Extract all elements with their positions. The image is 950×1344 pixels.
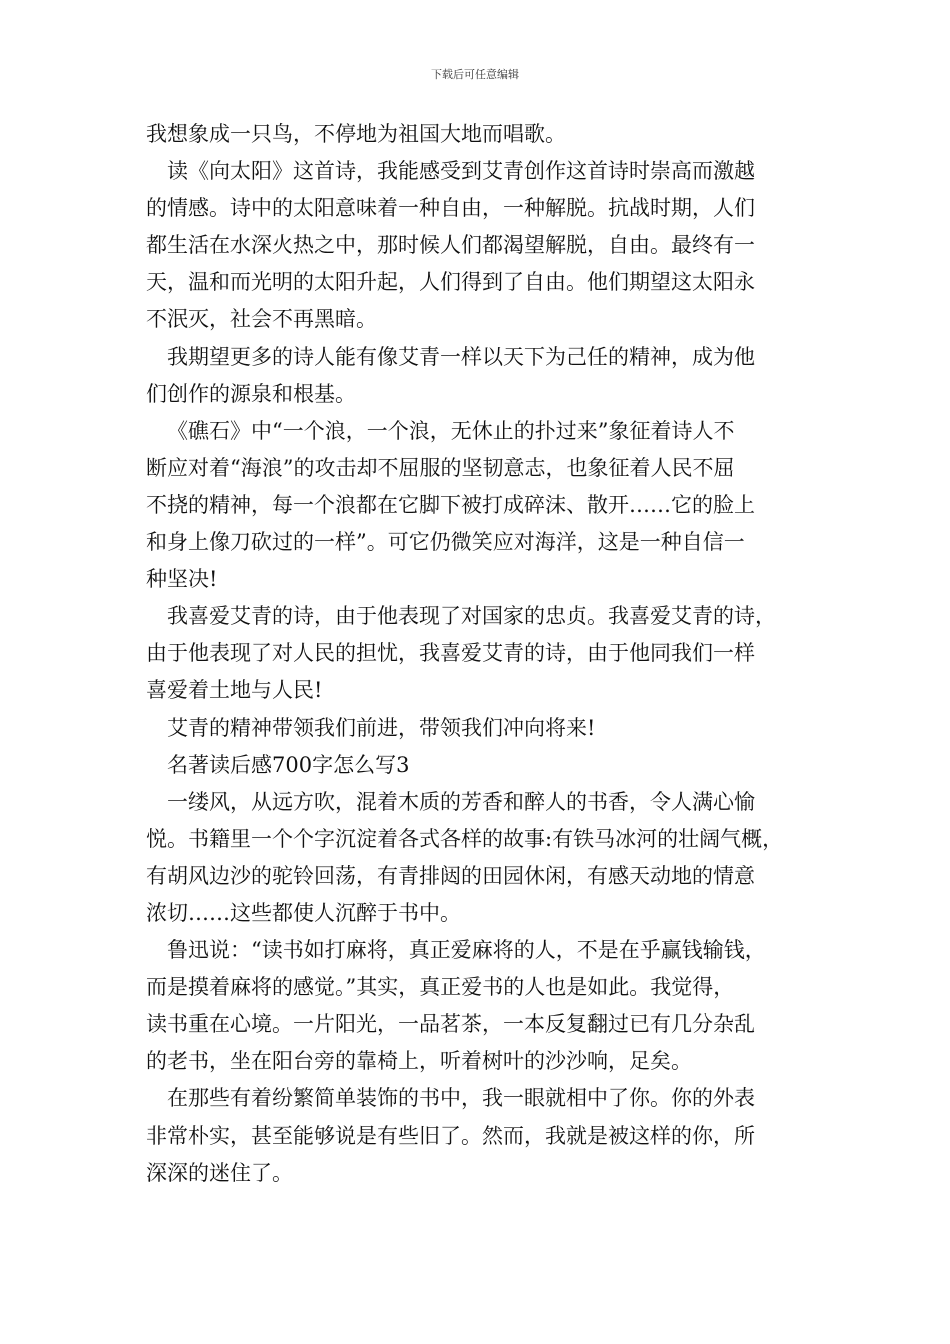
document-body xyxy=(146,116,814,1192)
text-line: 名著读后感700字怎么写3 xyxy=(167,752,410,777)
text-line: 读《向太阳》这首诗，我能感受到艾青创作这首诗时崇高而激越 xyxy=(167,159,755,184)
text-line: 种坚决! xyxy=(146,567,218,592)
text-line: 天，温和而光明的太阳升起，人们得到了自由。他们期望这太阳永 xyxy=(146,270,755,295)
text-line: 我喜爱艾青的诗，由于他表现了对国家的忠贞。我喜爱艾青的诗， xyxy=(167,604,776,629)
text-line: 不挠的精神，每一个浪都在它脚下被打成碎沫、散开……它的脸上 xyxy=(146,492,755,517)
text-line: 读书重在心境。一片阳光，一品茗茶，一本反复翻过已有几分杂乱 xyxy=(146,1012,755,1037)
text-line: 而是摸着麻将的感觉。”其实，真正爱书的人也是如此。我觉得， xyxy=(146,975,735,1000)
text-line: 悦。书籍里一个个字沉淀着各式各样的故事:有铁马冰河的壮阔气概， xyxy=(146,826,784,851)
text-line: 鲁迅说：“读书如打麻将，真正爱麻将的人，不是在乎赢钱输钱， xyxy=(167,938,766,963)
text-line: 不泯灭，社会不再黑暗。 xyxy=(146,307,377,332)
text-line: 我期望更多的诗人能有像艾青一样以天下为己任的精神，成为他 xyxy=(167,344,755,369)
text-line: 深深的迷住了。 xyxy=(146,1160,293,1185)
text-line: 和身上像刀砍过的一样”。可它仍微笑应对海洋，这是一种自信一 xyxy=(146,530,745,555)
text-line: 都生活在水深火热之中，那时候人们都渴望解脱，自由。最终有一 xyxy=(146,233,755,258)
text-line: 浓切……这些都使人沉醉于书中。 xyxy=(146,900,461,925)
text-line: 的老书，坐在阳台旁的靠椅上，听着树叶的沙沙响，足矣。 xyxy=(146,1049,692,1074)
text-line: 艾青的精神带领我们前进，带领我们冲向将来! xyxy=(167,715,596,740)
page-header: 下载后可任意编辑 xyxy=(431,68,519,81)
text-line: 的情感。诗中的太阳意味着一种自由，一种解脱。抗战时期，人们 xyxy=(146,196,755,221)
text-line: 我想象成一只鸟，不停地为祖国大地而唱歌。 xyxy=(146,122,566,146)
text-line: 断应对着“海浪”的攻击却不屈服的坚韧意志，也象征着人民不屈 xyxy=(146,455,735,480)
text-line: 一缕风，从远方吹，混着木质的芳香和醉人的书香，令人满心愉 xyxy=(167,789,755,814)
text-line: 非常朴实，甚至能够说是有些旧了。然而，我就是被这样的你，所 xyxy=(146,1123,755,1148)
text-line: 《礁石》中“一个浪，一个浪，无休止的扑过来”象征着诗人不 xyxy=(167,418,735,443)
text-line: 在那些有着纷繁简单装饰的书中，我一眼就相中了你。你的外表 xyxy=(167,1086,755,1111)
text-line: 们创作的源泉和根基。 xyxy=(146,381,356,406)
text-line: 由于他表现了对人民的担忧，我喜爱艾青的诗，由于他同我们一样 xyxy=(146,641,755,666)
text-line: 有胡风边沙的驼铃回荡，有青排闼的田园休闲，有感天动地的情意 xyxy=(146,863,755,888)
text-line: 喜爱着土地与人民! xyxy=(146,678,323,703)
